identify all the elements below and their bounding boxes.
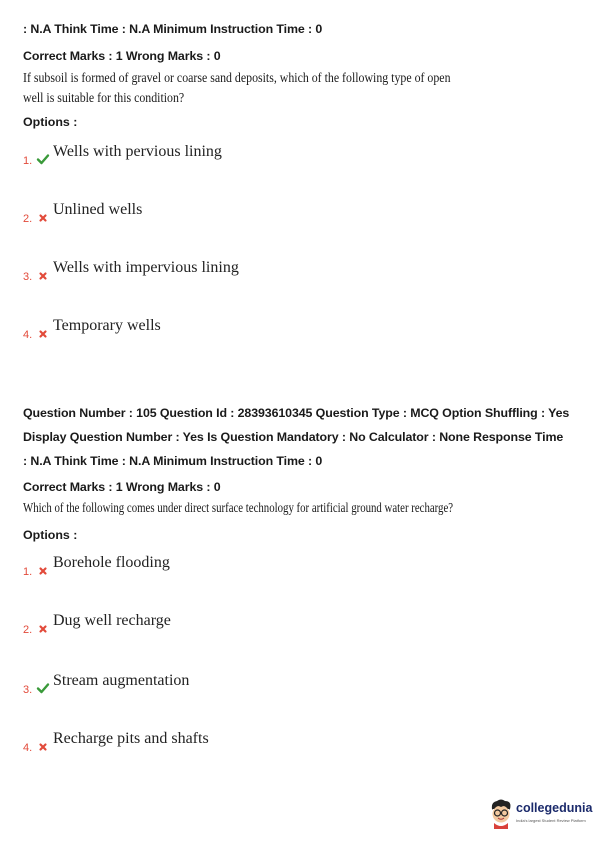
option-text: Wells with pervious lining [53,143,222,160]
q1-marks: Correct Marks : 1 Wrong Marks : 0 [23,49,221,63]
check-icon [36,681,50,695]
mascot-icon [488,799,514,829]
check-icon [36,152,50,166]
cross-icon [36,268,50,282]
option-number: 1. [23,155,33,167]
q2-meta-line-2: Display Question Number : Yes Is Question Mandatory : No Calculator : None Response Time [23,430,564,444]
option-number: 2. [23,624,33,636]
option-text: Temporary wells [53,317,161,334]
cross-icon [36,621,50,635]
logo-tagline: India's largest Student Review Platform [516,818,586,823]
option-text: Dug well recharge [53,612,171,629]
q1-text-line-1: If subsoil is formed of gravel or coarse sand deposits, which of the following type of open [23,70,451,85]
option-text: Wells with impervious lining [53,259,239,276]
q2-meta-line-1: Question Number : 105 Question Id : 28393610345 Question Type : MCQ Option Shuffling : Yes [23,406,570,420]
q1-question-text [23,68,493,108]
q1-text-line-2: well is suitable for this condition? [23,90,185,105]
option-text: Borehole flooding [53,554,170,571]
cross-icon [36,739,50,753]
option-number: 3. [23,684,33,696]
option-number: 4. [23,329,33,341]
q2-meta-line-3: : N.A Think Time : N.A Minimum Instruction Time : 0 [23,454,323,468]
q2-question-text [23,498,493,518]
q1-options-label: Options : [23,115,78,129]
cross-icon [36,563,50,577]
option-number: 2. [23,213,33,225]
cross-icon [36,210,50,224]
q2-marks: Correct Marks : 1 Wrong Marks : 0 [23,480,221,494]
q2-options-label: Options : [23,528,78,542]
option-number: 1. [23,566,33,578]
logo-name: collegedunia [516,801,593,815]
option-number: 4. [23,742,33,754]
option-text: Recharge pits and shafts [53,730,209,747]
cross-icon [36,326,50,340]
option-text: Unlined wells [53,201,143,218]
q1-meta-line: : N.A Think Time : N.A Minimum Instruction Time : 0 [23,22,323,36]
q2-text-line-1: Which of the following comes under direct surface technology for artificial ground water recharge? [23,500,454,515]
option-number: 3. [23,271,33,283]
option-text: Stream augmentation [53,672,190,689]
collegedunia-logo [488,797,592,833]
